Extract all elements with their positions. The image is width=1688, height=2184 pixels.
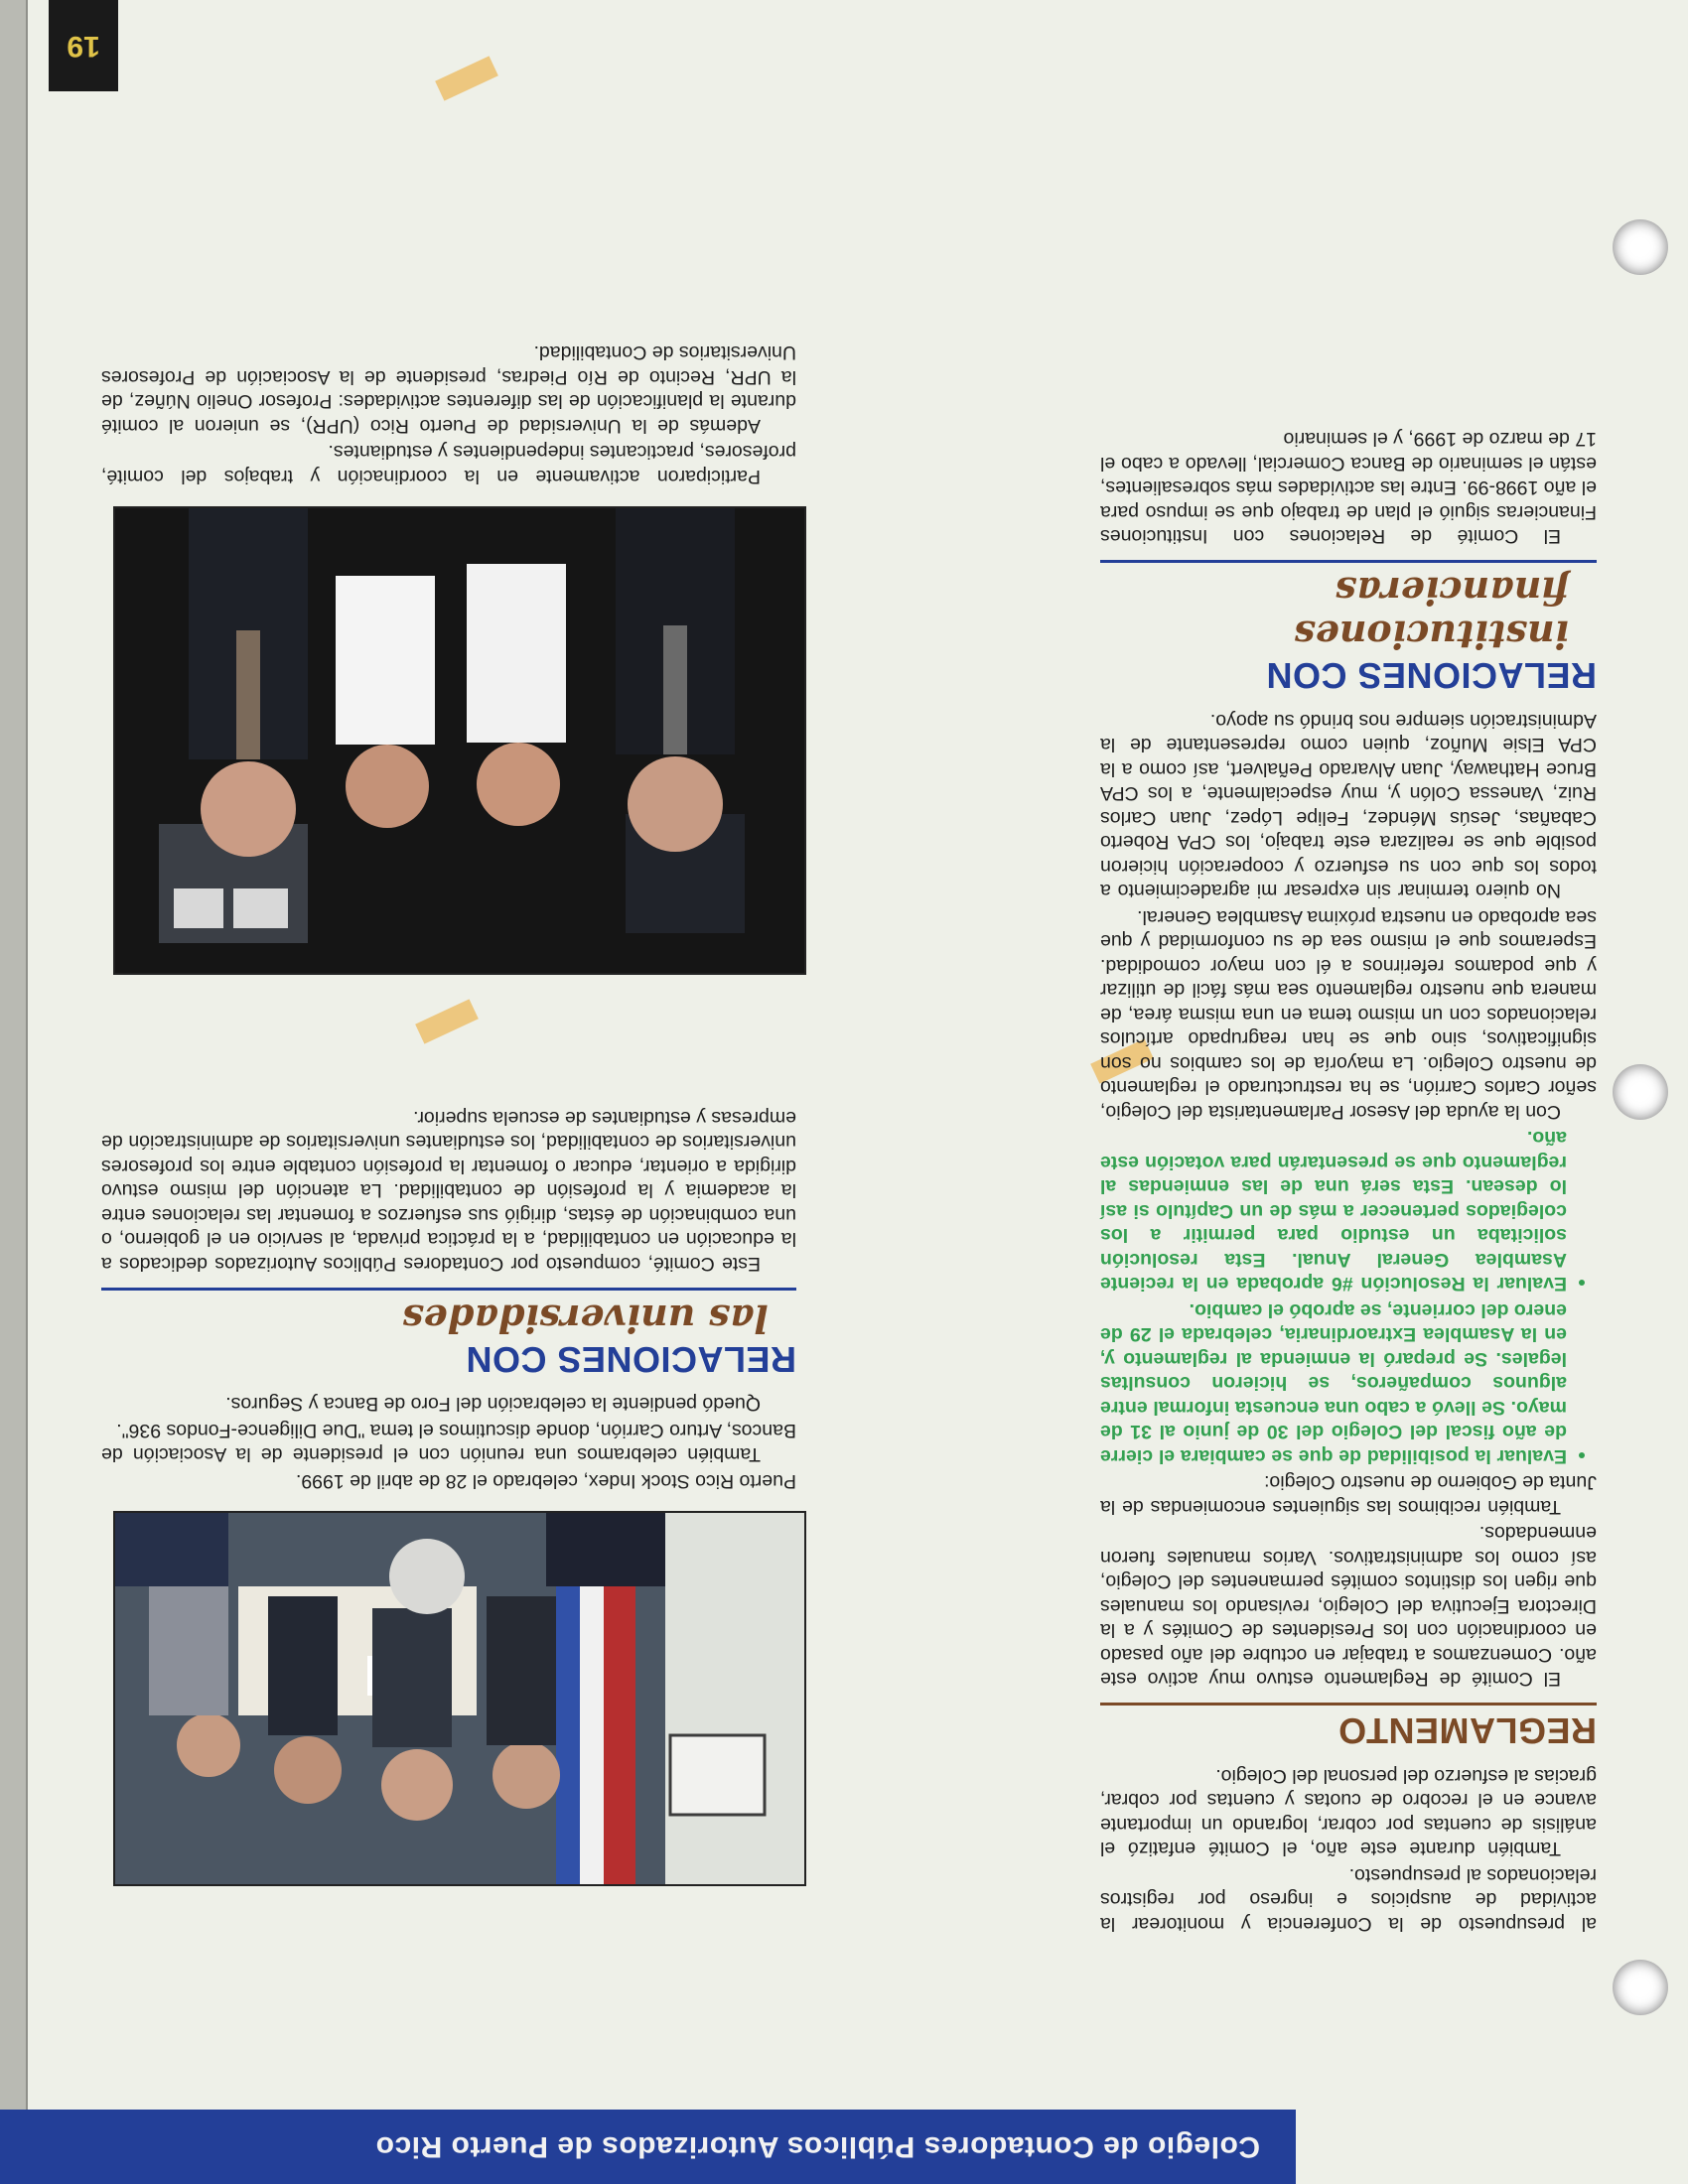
universidades-heading: RELACIONES CON [465,1339,796,1380]
financieras-paragraph: El Comité de Relaciones con Instituciones Financieras siguió el plan de trabajo que se impuso para el año 1998-99. Entre las actividades más sobresalientes, están el seminario de Banca Comercial, llevado a cabo el 17 de marzo de 1999, y el seminario [1100,428,1597,548]
publication-footer: Colegio de Contadores Públicos Autorizados de Puerto Rico [0,2110,1296,2184]
punch-hole-bottom [1613,219,1668,275]
financieras-subheading: instituciones financieras [1294,569,1569,658]
left-column [1100,425,1597,1936]
stock-index-paragraph: Puerto Rico Stock Index, celebrado el 28 de abril de 1999. [295,1470,796,1492]
event-photo-image [115,508,804,973]
reglamento-paragraph: Con la ayuda del Asesor Parlamentarista del Colegio, señor Carlos Carrión, se ha restructurado el reglamento de nuestro Colegio. La mayoría de los cambios no son significativos, sino que se han reagrupado artículos relacionados con un mismo tema en una misma área, de manera que nuestro reglamento sea más fácil de utilizar y que podamos referirnos a él con mayor comodidad. Esperamos que el mismo sea de su conformidad y que sea aprobado en nuestra próxima Asamblea General. [1100,906,1597,1123]
intro-tail: al presupuesto de la Conferencia y monitorear la actividad de auspicios e ingreso por registros relacionados al presupuesto. [1100,1864,1597,1935]
event-photo [113,506,806,975]
section-rule [1100,1704,1597,1706]
page-number: 19 [49,0,118,91]
universidades-paragraph: Participaron activamente en la coordinación y trabajos del comité, profesores, practicantes independientes y estudiantes. [101,441,796,487]
binder-edge [0,0,28,2184]
meeting-photo-image [115,1513,804,1884]
asociacion-paragraph: También celebramos una reunión con el presidente de la Asociación de Bancos, Arturo Carrión, donde discutimos el tema "Due Diligence-Fondos 936". [101,1420,796,1466]
universidades-subheading: las universidades [402,1297,769,1341]
financieras-heading: RELACIONES CON [1265,655,1597,697]
reglamento-paragraph: No quiero terminar sin expresar mi agradecimiento a todos los que con su esfuerzo y cooperación hicieron posible que se realizara este trabajo, los CPA Roberto Cabañas, Jesús Méndez, Felipe López, Juan Carlos Ruiz, Vanessa Colón y, muy especialmente, a los CPA Bruce Hathaway, Juan Alvarado Peñalvert, así como a la CPA Elsie Muñoz, quien como representante de la Administración siempre nos brindó su apoyo. [1100,710,1597,902]
decorative-arrow [435,56,498,100]
encomienda-item: • Evaluar la Resolución #6 aprobada en la reciente Asamblea General Anual. Esta resolución solicitaba un estudio para permitir a los colegiados pertenecer a más de un Capítulo si así lo desean. Esta será una de las enmiendas al reglamento que se presentarán para votación este año. [1100,1126,1567,1297]
punch-hole-middle [1613,1064,1668,1120]
right-column-top [101,1104,796,1494]
punch-hole-top [1613,1960,1668,2015]
universidades-paragraph: Además de la Universidad de Puerto Rico (UPR), se unieron al comité durante la planificación de las diferentes actividades: Profesor Onelio Núñez, de la UPR, Recinto de Río Piedras, presidente de la Asociación de Profesores Universitarios de Contabilidad. [101,341,796,437]
encomienda-item: • Evaluar la posibilidad de que se cambiara el cierre de año fiscal del Colegio del 30 de junio al 31 de mayo. Se llevó a cabo una encuesta informal entre algunos compañeros, se hicieron consultas legales. Se preparó la enmienda al reglamento y, en la Asamblea Extraordinaria, celebrada el 29 de enero del corriente, se aprobó el cambio. [1100,1298,1567,1469]
reglamento-paragraph: El Comité de Reglamento estuvo muy activo este año. Comenzamos a trabajar en octubre del año pasado en coordinación con los Presidentes de Comités y a la Directora Ejecutiva del Colegio, revisando los manuales que rigen los distintos comités permanentes del Colegio, así como los administrativos. Varios manuales fueron enmendados. [1100,1522,1597,1691]
decorative-arrow [415,999,479,1043]
intro-paragraph: También durante este año, el Comité enfatizó el análisis de cuentas por cobrar, logrando un importante avance en el recobro de cuotas y cuentas por cobrar, gracias al esfuerzo del personal del Colegio. [1100,1765,1597,1860]
foro-paragraph: Quedó pendiente la celebración del Foro de Banca y Seguros. [225,1393,761,1416]
right-column-bottom [101,339,796,488]
universidades-paragraph: Este Comité, compuesto por Contadores Públicos Autorizados dedicados a la educación en contabilidad, a la práctica privada, al servicio en el gobierno, o una combinación de éstas, dirigió sus esfuerzos a fomentar las relaciones entre la academia y la profesión de contabilidad. La atención del mismo estuvo dirigida a orientar, educar o fomentar la profesión contable entre los profesores universitarios de contabilidad, los estudiantes universitarios de administración de empresas y estudiantes de escuela superior. [101,1107,796,1275]
section-rule [1100,561,1597,564]
reglamento-paragraph: También recibimos las siguientes encomiendas de la Junta de Gobierno de nuestro Colegio: [1100,1471,1597,1518]
meeting-photo [113,1511,806,1886]
section-rule [101,1288,796,1291]
reglamento-heading: REGLAMENTO [1337,1710,1597,1752]
encomiendas-list [1100,1126,1597,1468]
